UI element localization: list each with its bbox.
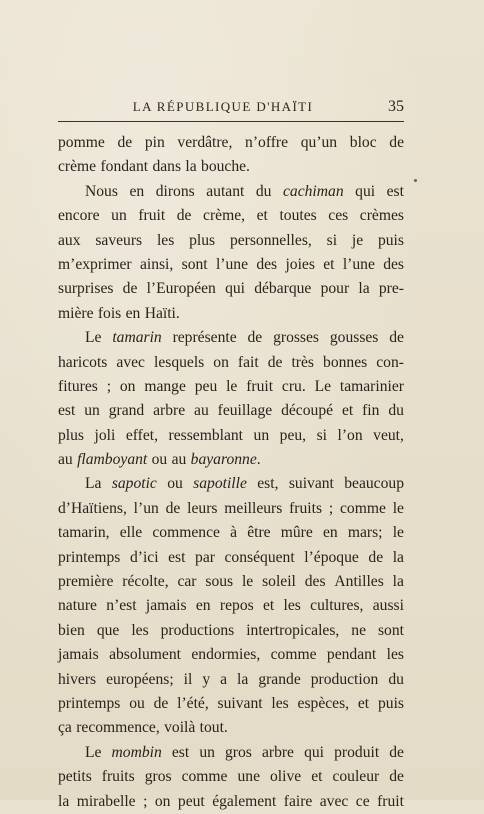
text-line: Le mombin est un gros arbre qui produit de [85,743,404,761]
page-number: 35 [388,98,404,115]
text-line: petits fruits gros comme une olive et couleur de [58,768,404,786]
body-text [58,131,404,814]
header-rule [58,121,404,122]
text-line: m’exprimer ainsi, sont l’une des joies et l’une des [58,255,404,273]
text-line: d’Haïtiens, l’un de leurs meilleurs fruits ; comme le [58,499,404,517]
text-line: bien que les productions intertropicales, ne sont [58,621,404,639]
text-line: est un grand arbre au feuillage découpé et fin du [58,402,404,420]
text-line: crème fondant dans la bouche. [58,158,250,176]
text-line: La sapotic ou sapotille est, suivant beaucoup [85,475,404,493]
text-line: hivers européens; il y a la grande production du [58,670,404,688]
running-title: LA RÉPUBLIQUE D'HAÏTI [132,99,314,114]
text-line: jamais absolument endormies, comme pendant les [58,646,404,664]
ink-speck [414,179,417,182]
text-line: première récolte, car sous le soleil des Antilles la [58,573,404,591]
text-line: pomme de pin verdâtre, n’offre qu’un bloc de [58,134,404,151]
text-line: la mirabelle ; on peut également faire avec ce fruit [58,792,404,810]
running-header [58,98,404,120]
text-line: aux saveurs les plus personnelles, si je puis [58,231,404,249]
text-line: tamarin, elle commence à être mûre en mars; le [58,524,404,542]
text-line: fitures ; on mange peu le fruit cru. Le tamarinier [58,377,404,395]
text-line: mière fois en Haïti. [58,304,180,322]
text-line: Nous en dirons autant du cachiman qui est [85,182,404,200]
text-line: printemps ou de l’été, suivant les espèces, et puis [58,694,404,712]
text-line: surprises de l’Européen qui débarque pour la pre- [58,280,404,298]
text-line: plus joli effet, ressemblant un peu, si l’on veut, [58,426,404,444]
text-line: encore un fruit de crème, et toutes ces crèmes [58,207,404,225]
text-line: Le tamarin représente de grosses gousses de [85,329,404,347]
text-line: haricots avec lesquels on fait de très bonnes con- [58,353,404,371]
text-line: ça recommence, voilà tout. [58,719,228,737]
text-line: printemps d’ici est par conséquent l’époque de la [58,548,404,566]
text-line: nature n’est jamais en repos et les cultures, aussi [58,597,404,615]
text-line: au flamboyant ou au bayaronne. [58,451,261,469]
